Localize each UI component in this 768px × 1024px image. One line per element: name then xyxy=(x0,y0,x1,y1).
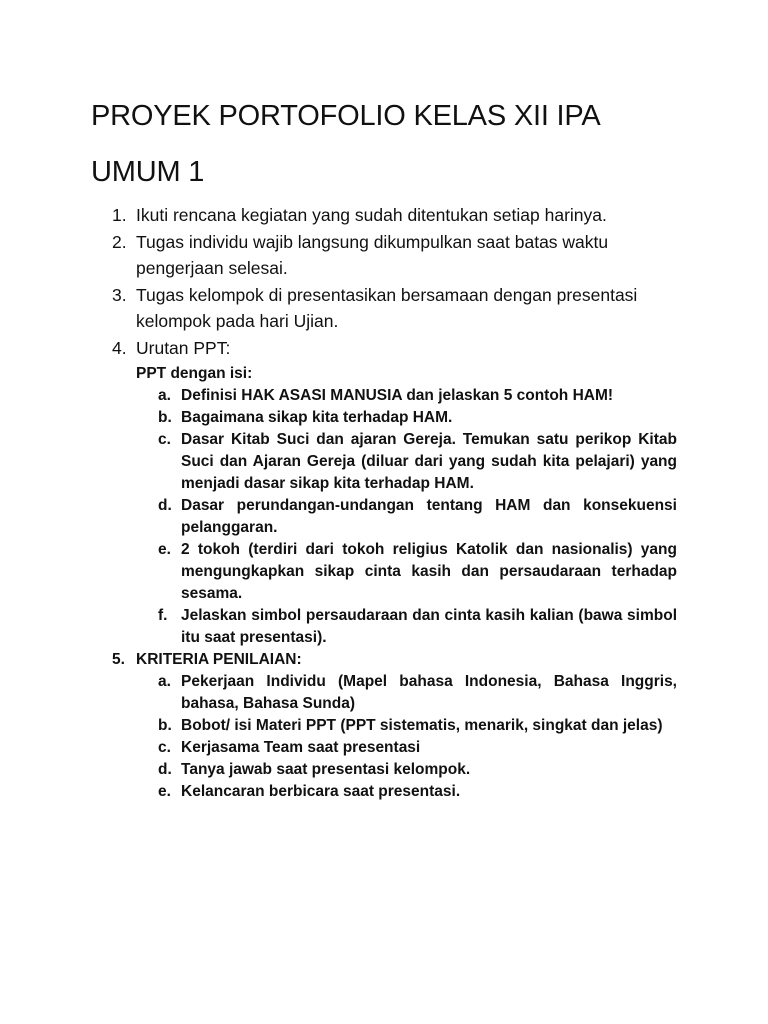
sublist-letter: b. xyxy=(158,409,172,426)
sublist-item xyxy=(136,671,677,715)
document-subtitle: UMUM 1 xyxy=(91,156,205,188)
criteria-item xyxy=(0,649,677,803)
ppt-sublist xyxy=(0,385,677,649)
sublist-item xyxy=(136,759,677,781)
list-text: Tugas individu wajib langsung dikumpulkan saat batas waktu pengerjaan selesai. xyxy=(136,231,609,278)
document-title: PROYEK PORTOFOLIO KELAS XII IPA xyxy=(91,100,601,132)
sublist-item xyxy=(136,429,677,495)
list-text: Tugas kelompok di presentasikan bersamaan dengan presentasi kelompok pada hari Ujian. xyxy=(136,284,638,331)
sublist-letter: c. xyxy=(158,739,171,756)
list-number: 3. xyxy=(112,284,127,305)
sublist-item xyxy=(136,737,677,759)
list-number: 4. xyxy=(112,337,127,358)
sublist-letter: c. xyxy=(158,431,171,448)
sublist-text: Dasar perundangan-undangan tentang HAM dan konsekuensi pelanggaran. xyxy=(181,497,677,536)
criteria-sublist xyxy=(136,671,677,803)
sublist-text: Bobot/ isi Materi PPT (PPT sistematis, menarik, singkat dan jelas) xyxy=(181,717,663,734)
ppt-heading: PPT dengan isi: xyxy=(136,365,253,382)
list-text: Ikuti rencana kegiatan yang sudah ditentukan setiap harinya. xyxy=(136,205,607,225)
sublist-item xyxy=(136,715,677,737)
sublist-item xyxy=(136,605,677,649)
sublist-text: Jelaskan simbol persaudaraan dan cinta kasih kalian (bawa simbol itu saat presentasi). xyxy=(181,607,677,646)
sublist-text: Bagaimana sikap kita terhadap HAM. xyxy=(181,409,453,426)
sublist-letter: b. xyxy=(158,717,172,734)
sublist-item xyxy=(136,781,677,803)
list-item xyxy=(0,202,660,229)
list-text: Urutan PPT: xyxy=(136,337,231,358)
sublist-text: Dasar Kitab Suci dan ajaran Gereja. Temukan satu perikop Kitab Suci dan Ajaran Gereja (diluar dari yang sudah kita pelajari) yang menjadi dasar sikap kita terhadap HAM. xyxy=(181,431,677,492)
sublist-letter: f. xyxy=(158,607,168,624)
sublist-text: Definisi HAK ASASI MANUSIA dan jelaskan 5 contoh HAM! xyxy=(181,387,614,404)
list-item xyxy=(0,282,660,335)
sublist-letter: e. xyxy=(158,783,171,800)
sublist-text: 2 tokoh (terdiri dari tokoh religius Katolik dan nasionalis) yang mengungkapkan sikap cinta kasih dan persaudaraan terhadap sesama. xyxy=(181,541,677,602)
sublist-letter: a. xyxy=(158,673,171,690)
sublist-letter: a. xyxy=(158,387,171,404)
sublist-item xyxy=(136,385,677,407)
sublist-letter: e. xyxy=(158,541,171,558)
sublist-letter: d. xyxy=(158,497,172,514)
instruction-list xyxy=(0,202,768,803)
sublist-text: Tanya jawab saat presentasi kelompok. xyxy=(181,761,471,778)
sublist-text: Kerjasama Team saat presentasi xyxy=(181,739,421,756)
sublist-text: Pekerjaan Individu (Mapel bahasa Indonesia, Bahasa Inggris, bahasa, Bahasa Sunda) xyxy=(181,673,677,712)
list-number: 1. xyxy=(112,205,127,225)
sublist-letter: d. xyxy=(158,761,172,778)
list-item xyxy=(0,335,677,650)
criteria-heading: KRITERIA PENILAIAN: xyxy=(136,651,302,668)
sublist-item xyxy=(136,495,677,539)
list-number: 5. xyxy=(112,651,125,668)
sublist-text: Kelancaran berbicara saat presentasi. xyxy=(181,783,461,800)
list-number: 2. xyxy=(112,231,127,252)
list-item xyxy=(0,229,660,282)
sublist-item xyxy=(136,539,677,605)
sublist-item xyxy=(136,407,677,429)
